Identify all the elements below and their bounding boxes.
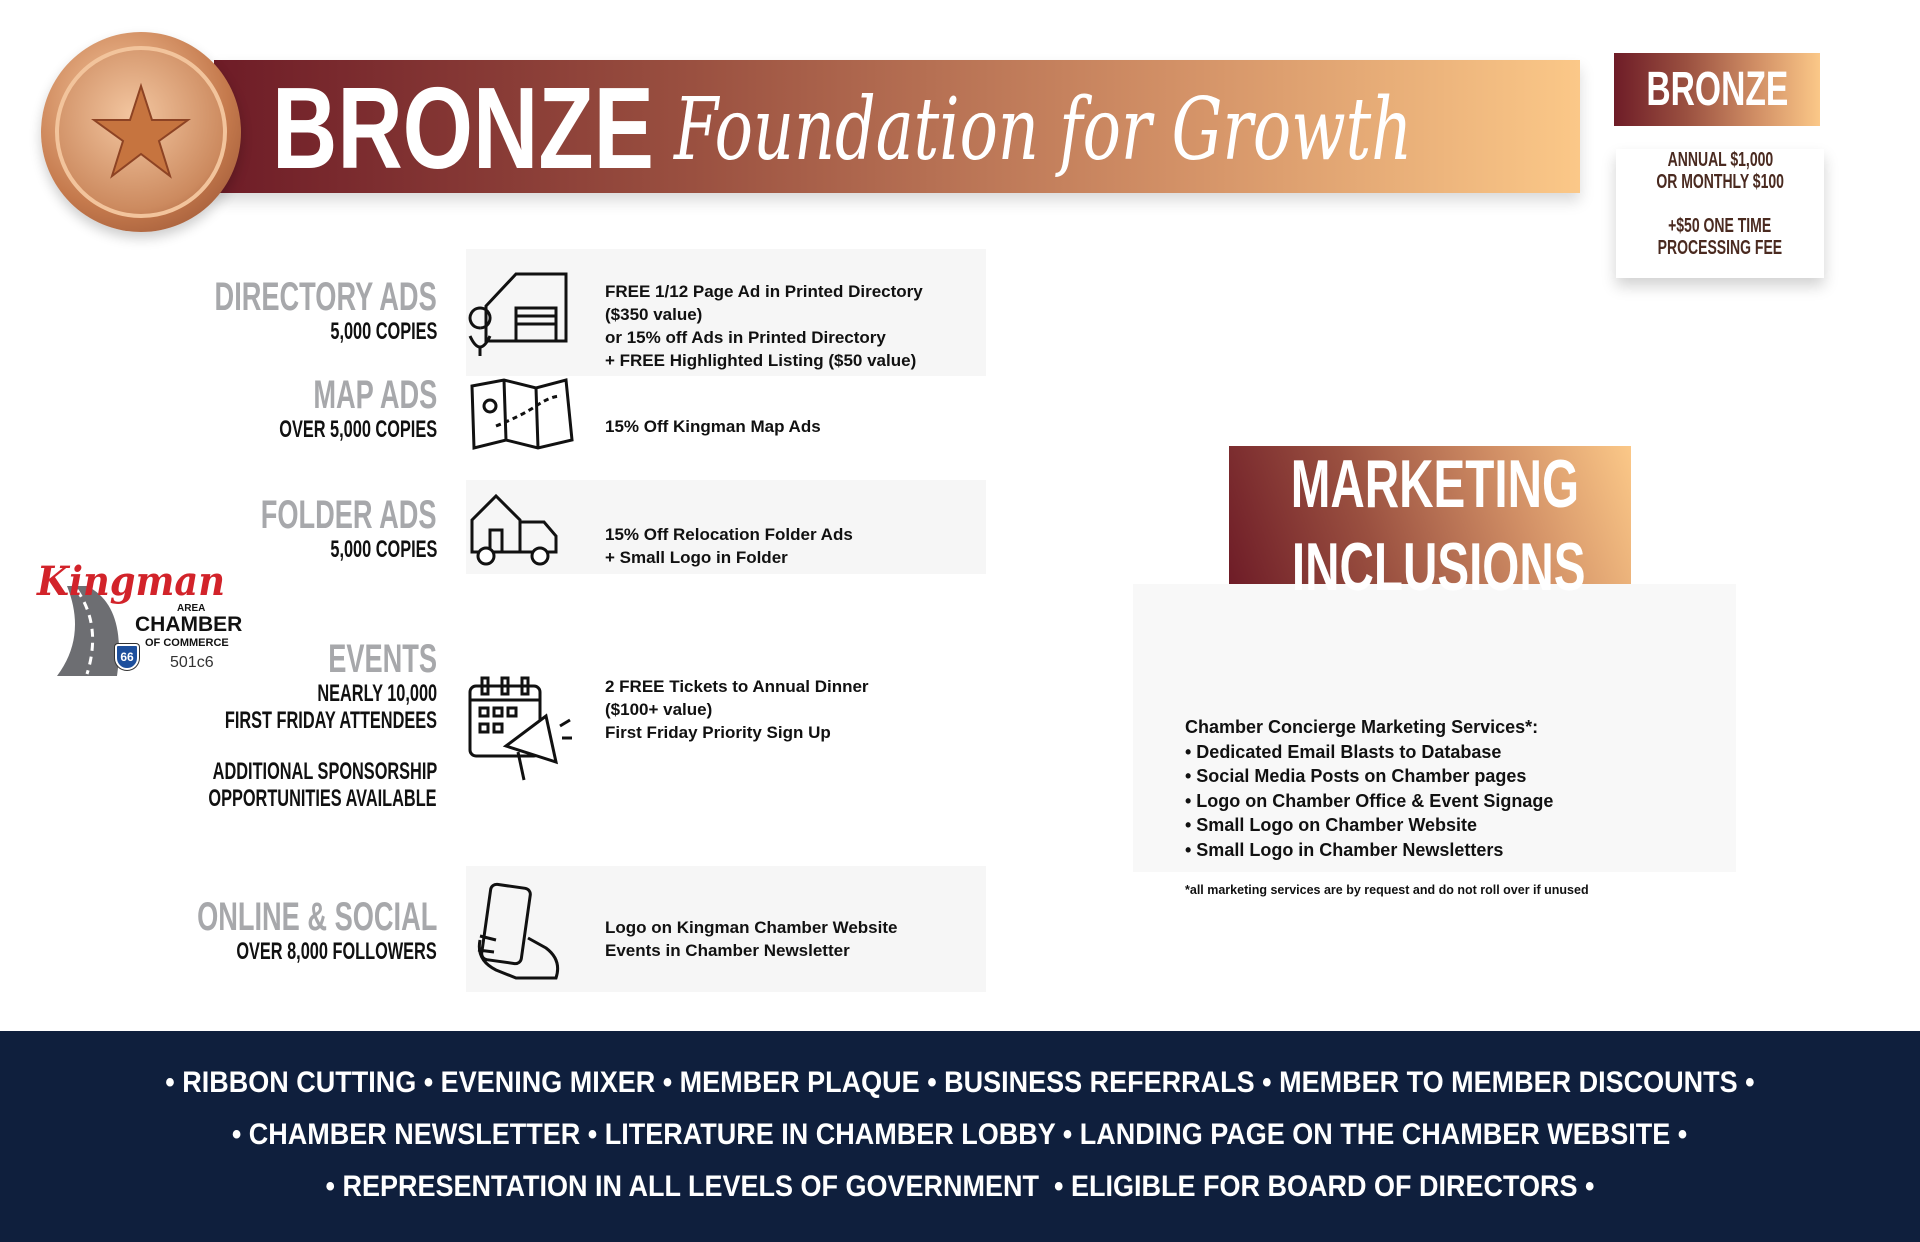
- marketing-item: • Dedicated Email Blasts to Database: [1185, 741, 1502, 762]
- star-icon: [91, 82, 191, 182]
- price-annual: ANNUAL $1,000: [1667, 149, 1773, 171]
- header-banner: [214, 60, 1580, 193]
- price-tier-badge: [1614, 53, 1820, 126]
- map-icon: [466, 376, 576, 452]
- marketing-list: [1185, 715, 1553, 862]
- logo-of-commerce: OF COMMERCE: [145, 637, 229, 649]
- marketing-item: • Logo on Chamber Office & Event Signage: [1185, 790, 1554, 811]
- footer-line-1: • RIBBON CUTTING • EVENING MIXER • MEMBER PLAQUE • BUSINESS REFERRALS • MEMBER TO MEMBER DISCOUNTS •: [165, 1066, 1755, 1099]
- marketing-footnote: *all marketing services are by request and do not roll over if unused: [1185, 883, 1589, 897]
- section-online-label: ONLINE & SOCIAL OVER 8,000 FOLLOWERS: [196, 895, 437, 965]
- online-benefits: Logo on Kingman Chamber Website Events in Chamber Newsletter: [605, 918, 898, 960]
- directory-building-pin-icon: [466, 266, 576, 360]
- marketing-title-2: INCLUSIONS: [1291, 529, 1586, 605]
- logo-501c6: 501c6: [170, 654, 214, 671]
- marketing-title-1: MARKETING: [1290, 446, 1580, 522]
- marketing-heading: Chamber Concierge Marketing Services*:: [1185, 717, 1539, 737]
- bronze-medal-icon: [41, 32, 241, 232]
- footer-row-1: [0, 1063, 1920, 1103]
- footer-row-3: [0, 1167, 1920, 1207]
- price-card: [1616, 149, 1824, 278]
- calendar-megaphone-icon: [466, 676, 576, 784]
- marketing-item: • Small Logo on Chamber Website: [1185, 815, 1478, 835]
- section-events-label: EVENTS NEARLY 10,000 FIRST FRIDAY ATTENDEES ADDITIONAL SPONSORSHIP OPPORTUNITIES AVAILABLE: [208, 637, 437, 812]
- processing-fee: +$50 ONE TIME: [1668, 215, 1772, 237]
- directory-benefits: FREE 1/12 Page Ad in Printed Directory ($350 value) or 15% off Ads in Printed Directory + FREE Highlighted Listing ($50 value): [605, 282, 923, 370]
- footer-row-2: [0, 1115, 1920, 1155]
- footer-line-2: • CHAMBER NEWSLETTER • LITERATURE IN CHAMBER LOBBY • LANDING PAGE ON THE CHAMBER WEBSITE •: [232, 1118, 1688, 1151]
- logo-chamber: CHAMBER: [135, 613, 243, 636]
- section-map-label: MAP ADS OVER 5,000 COPIES: [279, 373, 437, 443]
- section-folder-label: FOLDER ADS 5,000 COPIES: [261, 493, 437, 563]
- kingman-chamber-logo: [37, 558, 257, 676]
- logo-kingman: Kingman: [37, 558, 225, 605]
- marketing-item: • Social Media Posts on Chamber pages: [1185, 766, 1527, 786]
- price-monthly: OR MONTHLY $100: [1656, 171, 1784, 193]
- tagline: Foundation for Growth: [674, 80, 1413, 180]
- folder-benefits: 15% Off Relocation Folder Ads + Small Logo in Folder: [605, 525, 853, 567]
- route-66-shield-icon: 66: [115, 644, 139, 670]
- footer-line-3: • REPRESENTATION IN ALL LEVELS OF GOVERNMENT • ELIGIBLE FOR BOARD OF DIRECTORS •: [325, 1170, 1595, 1203]
- price-tier-label: BRONZE: [1646, 63, 1788, 116]
- map-benefits: 15% Off Kingman Map Ads: [605, 417, 821, 436]
- hand-phone-icon: [466, 880, 576, 982]
- events-benefits: 2 FREE Tickets to Annual Dinner ($100+ value) First Friday Priority Sign Up: [605, 677, 869, 742]
- marketing-header: [1229, 446, 1631, 605]
- section-directory-label: DIRECTORY ADS 5,000 COPIES: [214, 275, 437, 345]
- processing-fee-label: PROCESSING FEE: [1657, 237, 1783, 259]
- marketing-item: • Small Logo in Chamber Newsletters: [1185, 839, 1504, 860]
- tier-title: BRONZE: [272, 63, 655, 193]
- logo-area: AREA: [177, 603, 206, 614]
- moving-truck-house-icon: [466, 490, 566, 568]
